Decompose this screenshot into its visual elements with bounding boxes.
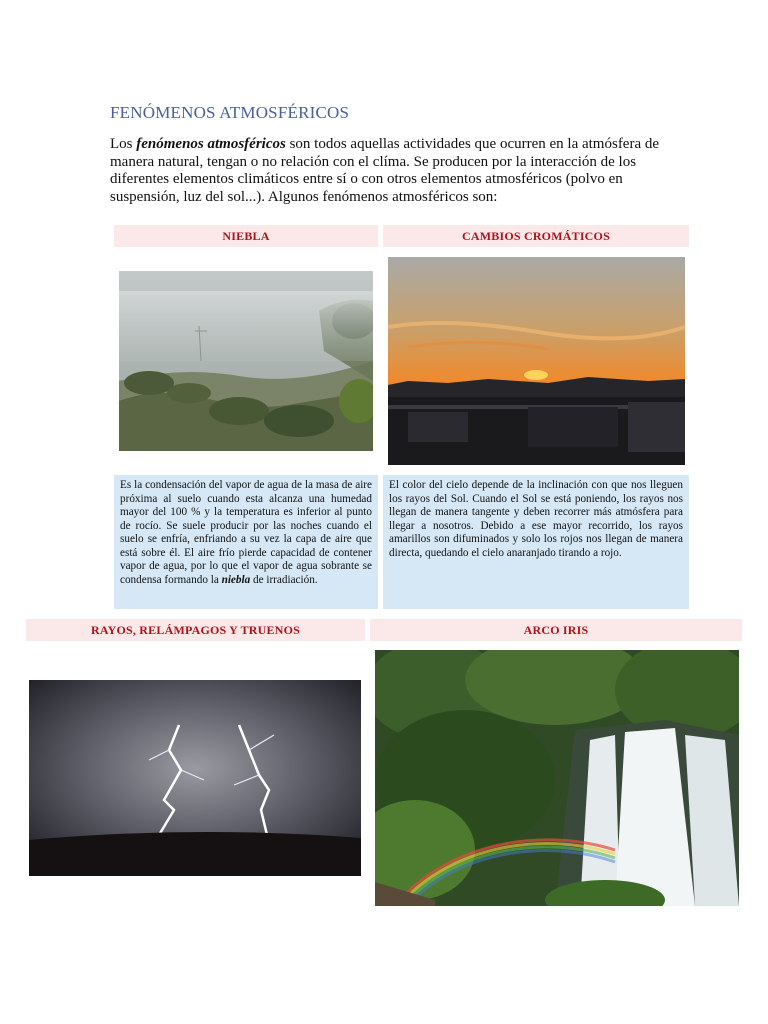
page-title: FENÓMENOS ATMOSFÉRICOS [110,103,350,122]
fog-photo [119,271,373,451]
rayos-header: RAYOS, RELÁMPAGOS Y TRUENOS [26,619,365,641]
niebla-text-after: de irradiación. [250,573,318,586]
cambios-description: El color del cielo depende de la inclinación con que nos lleguen los rayos del Sol. Cuando el Sol se está poniendo, los rayos nos llegan de manera tangente y deben recorrer más atmósfera para llegar a nosotros. Debido a ese mayor recorrido, los rayos amarillos son difuminados y solo los rojos nos llegan de manera directa, quedando el cielo anaranjado tirando a rojo. [383,475,689,609]
intro-prefix: Los [110,136,137,152]
intro-emphasis: fenómenos atmosféricos [136,136,286,152]
niebla-text-before: Es la condensación del vapor de agua de la masa de aire próxima al suelo cuando esta alcanza una humedad mayor del 100 % y la temperatura es inferior al punto de rocío. Se suele producir por las noches cuando el suelo se enfría, enfriando a su vez la capa de aire que está sobre él. El aire frío pierde capacidad de contener vapor de agua, por lo que el vapor de agua sobrante se condensa formando la [120,479,372,586]
cambios-header: CAMBIOS CROMÁTICOS [383,225,689,247]
niebla-text-emphasis: niebla [221,573,251,586]
niebla-header: NIEBLA [114,225,378,247]
intro-suffix: son todos aquellas actividades que ocurren en la atmósfera de manera natural, tengan o no relación con el clíma. Se producen por la interacción de los diferentes elementos climáticos entre sí o con otros elementos atmosféricos (polvo en suspensión, luz del sol...). Algunos fenómenos atmosféricos son: [110,136,660,205]
arco-header: ARCO IRIS [370,619,742,641]
intro-paragraph [110,136,662,206]
sunset-photo [388,257,685,465]
lightning-photo [29,680,361,876]
rainbow-waterfall-photo [375,650,739,906]
niebla-description [114,475,378,609]
